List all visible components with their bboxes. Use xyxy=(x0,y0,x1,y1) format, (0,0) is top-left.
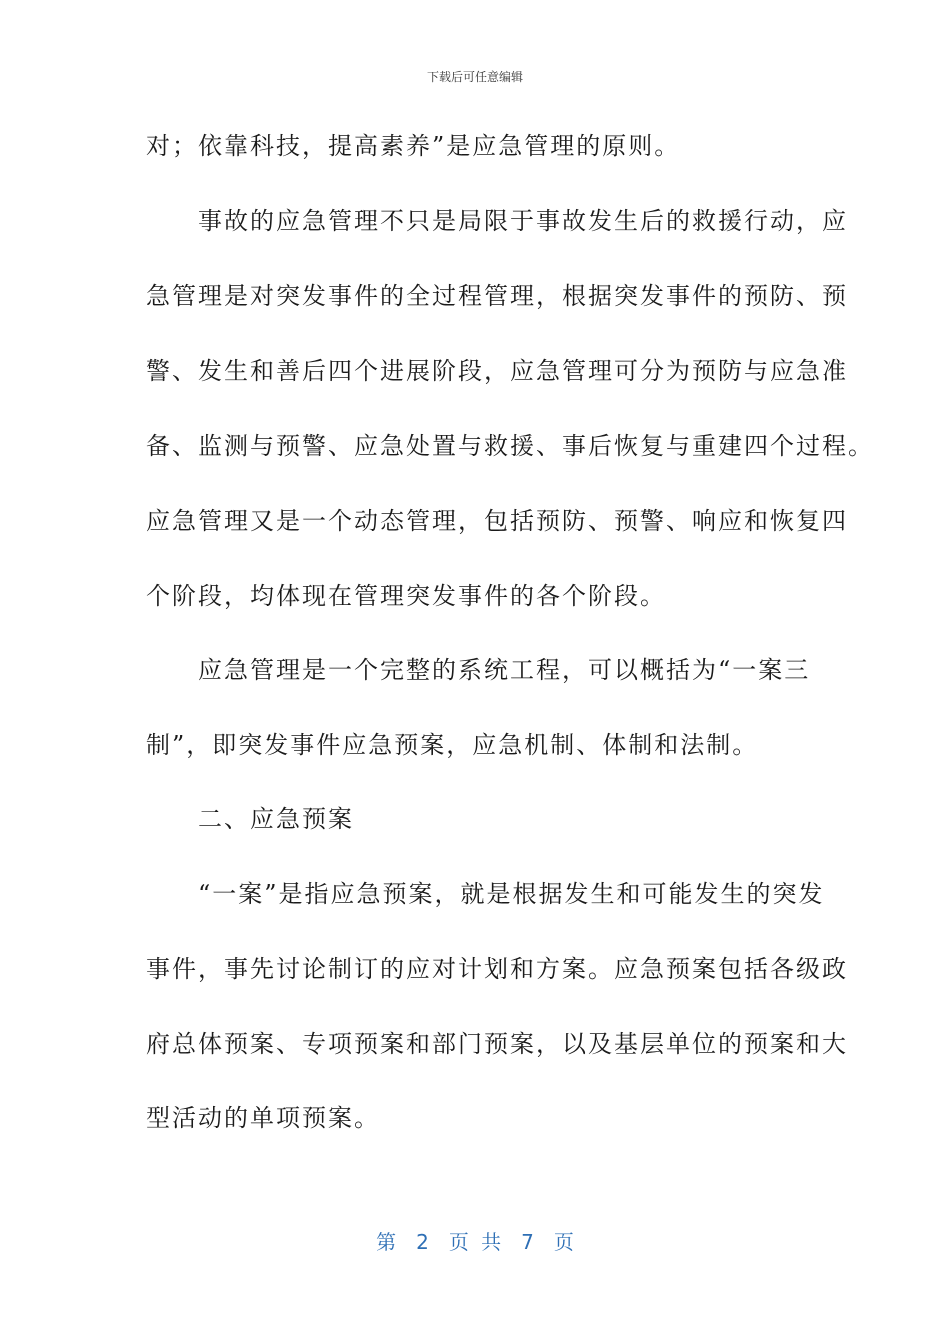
page-header: 下载后可任意编辑 xyxy=(426,70,523,84)
body-line: 备、监测与预警、应急处置与救援、事后恢复与重建四个过程。 xyxy=(146,432,874,460)
body-line: 警、发生和善后四个进展阶段，应急管理可分为预防与应急准 xyxy=(146,357,848,385)
body-line: 事故的应急管理不只是局限于事故发生后的救援行动，应 xyxy=(146,207,848,235)
body-line: 对；依靠科技，提高素养”是应急管理的原则。 xyxy=(146,132,681,160)
body-line: 型活动的单项预案。 xyxy=(146,1104,380,1132)
page-number-text: 第 2 页 共 7 页 xyxy=(376,1230,574,1254)
body-line: 应急管理是一个完整的系统工程，可以概括为“一案三 xyxy=(146,656,811,684)
section-heading: 二、应急预案 xyxy=(146,805,354,833)
body-line: 应急管理又是一个动态管理，包括预防、预警、响应和恢复四 xyxy=(146,507,848,535)
body-line: 急管理是对突发事件的全过程管理，根据突发事件的预防、预 xyxy=(146,282,848,310)
body-line: 个阶段，均体现在管理突发事件的各个阶段。 xyxy=(146,582,666,610)
body-line: 事件，事先讨论制订的应对计划和方案。应急预案包括各级政 xyxy=(146,955,848,983)
body-line: 府总体预案、专项预案和部门预案，以及基层单位的预案和大 xyxy=(146,1030,848,1058)
page-number-footer xyxy=(0,1226,950,1255)
body-line: 制”，即突发事件应急预案，应急机制、体制和法制。 xyxy=(146,731,759,759)
body-line: “一案”是指应急预案，就是根据发生和可能发生的突发 xyxy=(146,880,825,908)
